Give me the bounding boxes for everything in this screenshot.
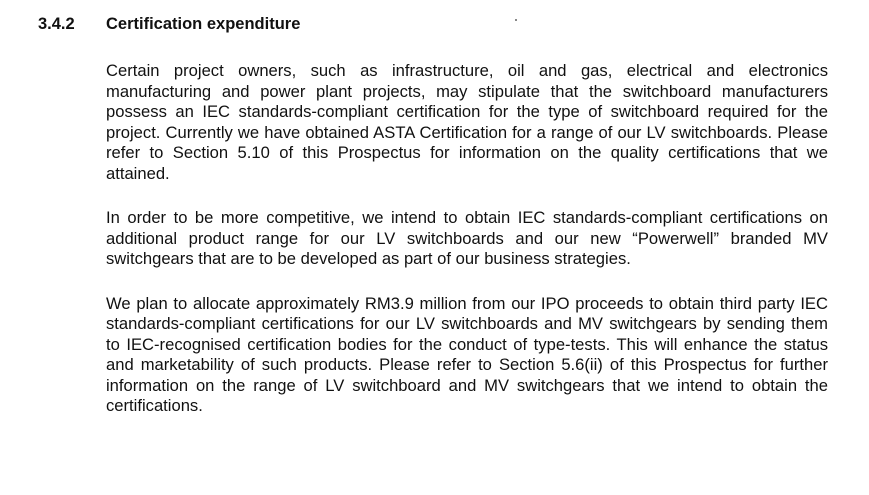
scan-speck (515, 19, 517, 21)
paragraph-competitiveness: In order to be more competitive, we intend to obtain IEC standards-compliant certifications on additional product range for our LV switchboards and our new “Powerwell” branded MV switchgears that are to be developed as part of our business strategies. (106, 208, 828, 268)
paragraph-allocation: We plan to allocate approximately RM3.9 million from our IPO proceeds to obtain third party IEC standards-compliant certifications for our LV switchboards and MV switchgears by sending them to IEC-recognised certification bodies for the conduct of type-tests. This will enhance the status and marketability of such products. Please refer to Section 5.6(ii) of this Prospectus for further information on the range of LV switchboard and MV switchgears that we intend to obtain the certifications. (106, 293, 828, 415)
section-heading (38, 14, 300, 34)
section-title: Certification expenditure (106, 15, 301, 33)
paragraph-certification-requirement: Certain project owners, such as infrastructure, oil and gas, electrical and electronics manufacturing and power plant projects, may stipulate that the switchboard manufacturers possess an IEC standards-compliant certification for the type of switchboard required for the project. Currently we have obtained ASTA Certification for a range of our LV switchboards. Please refer to Section 5.10 of this Prospectus for information on the quality certifications that we attained. (106, 61, 828, 183)
section-number: 3.4.2 (38, 15, 75, 33)
section-body (106, 61, 828, 441)
